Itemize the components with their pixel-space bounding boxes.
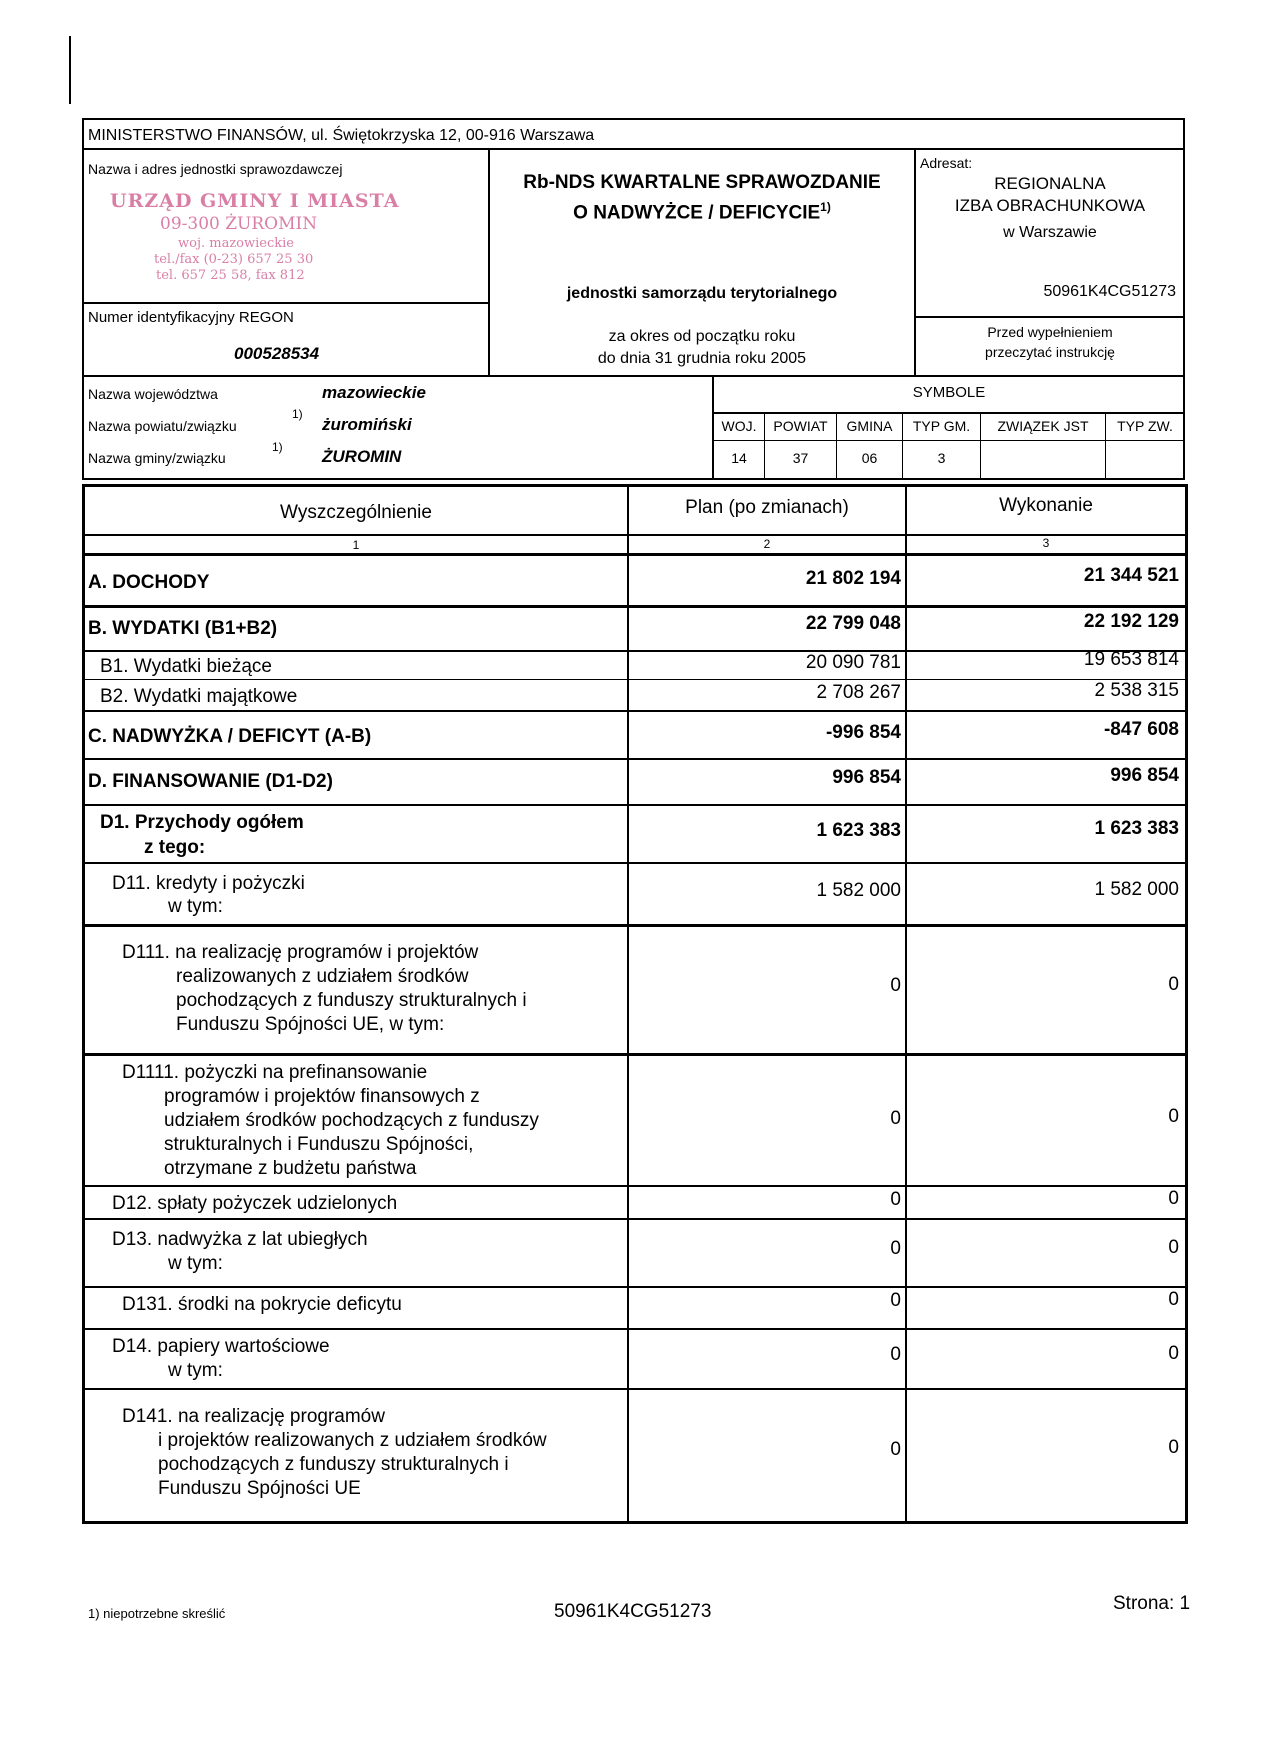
addressee-line-3: w Warszawie — [1003, 224, 1097, 241]
county-label: Nazwa powiatu/związku — [88, 418, 237, 434]
commune-footnote-mark: 1) — [272, 440, 283, 454]
voivodeship-label: Nazwa województwa — [88, 386, 218, 402]
col-header-description: Wyszczególnienie — [280, 502, 432, 523]
col-number-1: 1 — [352, 538, 360, 552]
addressee-line-2: IZBA OBRACHUNKOWA — [954, 196, 1146, 215]
col-header-execution: Wykonanie — [999, 495, 1093, 516]
instruction-line-2: przeczytać instrukcję — [985, 344, 1115, 360]
unit-name-label: Nazwa i adres jednostki sprawozdawczej — [88, 161, 343, 177]
commune-value: ŻUROMIN — [322, 447, 402, 466]
addressee-line-1: REGIONALNA — [994, 174, 1106, 193]
doc-code: 50961K4CG51273 — [1043, 283, 1176, 300]
footer-doc-code: 50961K4CG51273 — [554, 1601, 712, 1622]
period-line-2: do dnia 31 grudnia roku 2005 — [597, 350, 807, 367]
regon-value: 000528534 — [234, 344, 320, 363]
col-header-plan: Plan (po zmianach) — [685, 497, 849, 518]
col-number-2: 2 — [763, 537, 771, 551]
commune-label: Nazwa gminy/związku — [88, 450, 226, 466]
report-subtitle: jednostki samorządu terytorialnego — [566, 285, 838, 302]
voivodeship-value: mazowieckie — [322, 383, 426, 402]
instruction-line-1: Przed wypełnieniem — [987, 324, 1113, 340]
report-title-1: Rb-NDS KWARTALNE SPRAWOZDANIE — [523, 172, 881, 193]
county-footnote-mark: 1) — [292, 407, 303, 421]
county-value: żuromiński — [322, 415, 412, 434]
col-number-3: 3 — [1042, 536, 1050, 550]
regon-label: Numer identyfikacyjny REGON — [88, 309, 294, 326]
ministry-line: MINISTERSTWO FINANSÓW, ul. Świętokrzyska 12, 00-916 Warszawa — [88, 127, 595, 144]
addressee-label: Adresat: — [920, 155, 973, 171]
scan-mark — [69, 36, 71, 104]
report-title-2: O NADWYŻCE / DEFICYCIE$^{1)}$ — [573, 200, 831, 224]
page-number: Strona: 1 — [1113, 1593, 1191, 1614]
footnote: 1) niepotrzebne skreślić — [88, 1606, 226, 1621]
symbols-title: SYMBOLE — [912, 384, 986, 401]
period-line-1: za okres od początku roku — [608, 328, 796, 345]
